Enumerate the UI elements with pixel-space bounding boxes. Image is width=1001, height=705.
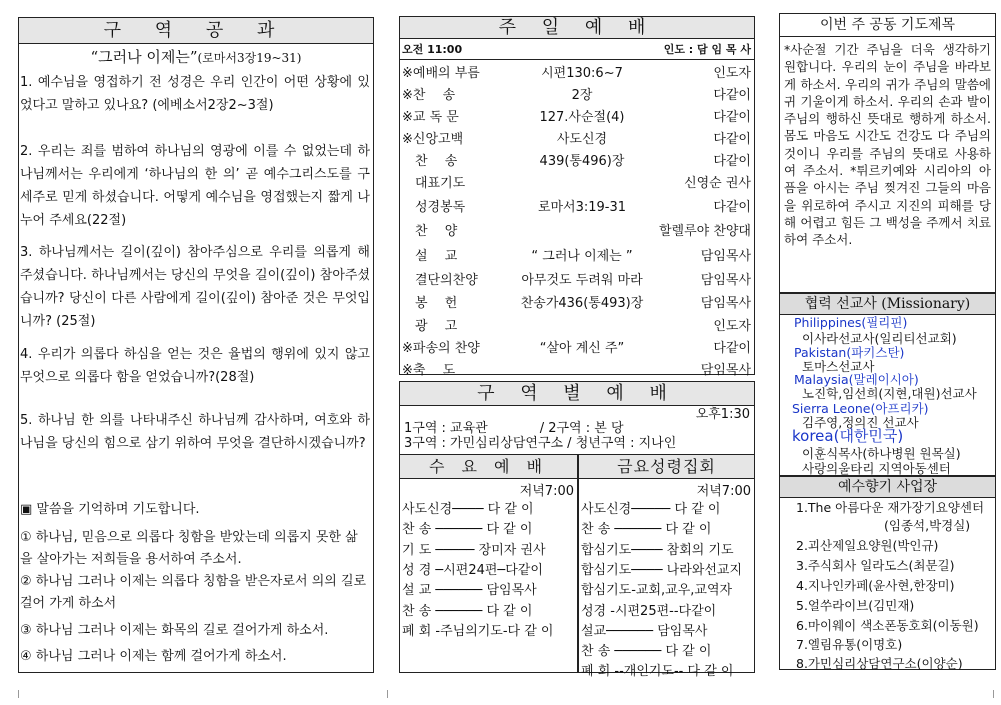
worship-content: 로마서3:19-31	[537, 200, 627, 215]
worship-content: 찬송가436(통493)장	[520, 296, 644, 311]
prayer-heading: ▣ 말씀을 기억하며 기도합니다.	[20, 502, 200, 517]
question-1: 1. 예수님을 영접하기 전 성경은 우리 인간이 어떤 상황에 있었다고 말하고 있나요? (에베소서2장2~3절)	[20, 75, 370, 113]
question-4: 4. 우리가 의롭다 하심을 얻는 것은 율법의 행위에 있지 않고 무엇으로 의롭다 함을 얻었습니까?(28절)	[20, 347, 370, 385]
worship-item: 찬 송	[402, 154, 458, 169]
missionary-title: 협력 선교사 (Missionary)	[780, 294, 995, 315]
worship-order-row	[400, 246, 754, 267]
wednesday-order-row: 폐 회 -주님의기도-다 같 이	[402, 623, 554, 639]
wednesday-order-row: 찬 송 ────── 다 같 이	[402, 603, 533, 619]
friday-order-row: 합심기도──── 참회의 기도	[581, 542, 734, 558]
worship-order-row	[400, 270, 754, 291]
crop-mark	[387, 690, 388, 698]
worship-content: 아무것도 두려워 마라	[521, 273, 643, 288]
wednesday-worship-panel	[399, 454, 578, 673]
friday-worship-panel	[578, 454, 755, 680]
missionary-name: 토마스선교사	[802, 359, 875, 374]
friday-order-row: 설교────── 담임목사	[581, 623, 708, 639]
missionary-country: Pakistan(파키스탄)	[794, 345, 905, 360]
worship-person: 다같이	[713, 341, 751, 356]
business-item: 1.The 아름다운 재가장기요양센터	[796, 500, 985, 515]
missionary-name: 이훈식목사(하나병원 원목실)	[802, 446, 961, 461]
business-title: 예수향기 사업장	[780, 477, 995, 498]
worship-item: 대표기도	[402, 176, 466, 191]
missionary-country: korea(대한민국)	[792, 427, 904, 445]
wednesday-order-row: 찬 송 ────── 다 같 이	[402, 522, 533, 538]
question-5: 5. 하나님 한 의를 나타내주신 하나님께 감사하며, 여호와 하나님을 당신의 힘으로 삼기 위하여 무엇을 결단하시겠습니까?	[20, 413, 370, 451]
crop-mark	[993, 690, 994, 698]
district-time: 오후1:30	[695, 407, 750, 422]
worship-content: 127.사순절(4)	[539, 110, 625, 125]
worship-item: 결단의찬양	[402, 273, 478, 288]
friday-order-row: 성경 -시편25편--다같이	[581, 603, 717, 619]
worship-item: 설 교	[402, 249, 458, 264]
business-item: 3.주식회사 일라도스(최문길)	[796, 558, 955, 573]
friday-time: 저녁7:00	[696, 484, 751, 499]
district-worship-title: 구 역 별 예 배	[400, 382, 754, 406]
missionary-name: 노진학,임선희(지현,대원)선교사	[802, 386, 977, 401]
worship-order-row	[400, 85, 754, 106]
worship-item: ※찬 송	[402, 88, 456, 103]
worship-person: 신영순 권사	[684, 176, 751, 191]
worship-item: ※교 독 문	[402, 110, 459, 125]
worship-item: 성경봉독	[402, 200, 466, 215]
worship-person: 다같이	[713, 154, 751, 169]
worship-person: 다같이	[713, 110, 751, 125]
friday-order-row: 사도신경───── 다 같 이	[581, 502, 721, 517]
worship-person: 인도자	[713, 66, 751, 81]
missionary-panel	[779, 293, 996, 476]
prayer-topics-panel	[779, 13, 996, 293]
bible-study-subtitle: “그러나 이제는”(로마서3장19~31)	[90, 48, 302, 66]
business-item: 8.가민심리상담연구소(이양순)	[796, 656, 963, 671]
worship-leader: 인도 : 담 임 목 사	[663, 43, 751, 56]
missionary-country: Philippines(필리핀)	[794, 315, 908, 330]
worship-item: ※예배의 부름	[402, 66, 480, 81]
worship-content: 사도신경	[556, 132, 608, 147]
worship-content: “ 그러나 이제는 ”	[531, 249, 633, 264]
prayer-3: ③ 하나님 그러나 이제는 화목의 길로 걸어가게 하소서.	[20, 623, 329, 638]
prayer-topics-title: 이번 주 공동 기도제목	[780, 14, 995, 37]
wednesday-order-row: 기 도 ───── 장미자 권사	[402, 542, 546, 558]
crop-mark	[18, 690, 19, 698]
question-3: 3. 하나님께서는 길이(깊이) 참아주심으로 우리를 의롭게 해 주셨습니다. 하나님께서는 당신의 무엇을 길이(깊이) 참아주셨습니까? 당신이 다른 사람에게 길이(깊이) 참아준 것은 무엇입니까? (25절)	[20, 245, 370, 329]
worship-order-row	[400, 151, 754, 172]
worship-item: ※신앙고백	[402, 132, 464, 147]
worship-person: 다같이	[713, 132, 751, 147]
wednesday-worship-title: 수 요 예 배	[400, 455, 577, 479]
worship-item: 봉 헌	[402, 296, 458, 311]
question-2: 2. 우리는 죄를 범하여 하나님의 영광에 이를 수 없었는데 하나님께서는 우리에게 ‘하나님의 한 의’ 곧 예수그리스도를 구세주로 믿게 하셨습니다. 어떻게 예수님을 영접했는지 짧게 나누어 주세요(22절)	[20, 144, 370, 228]
worship-time-bar	[400, 41, 754, 60]
worship-item: 광 고	[402, 319, 458, 334]
bible-study-title: 구 역 공 과	[19, 18, 373, 44]
business-panel	[779, 476, 996, 670]
missionary-name: 김주영,정의진 선교사	[802, 415, 919, 430]
missionary-name: 이사라선교사(일리티선교회)	[802, 331, 957, 346]
worship-order-row	[400, 360, 754, 381]
wednesday-order-row: 설 교 ────── 담임목사	[402, 583, 537, 599]
worship-order-row	[400, 173, 754, 194]
prayer-topics-text: *사순절 기간 주님을 더욱 생각하기 원합니다. 우리의 눈이 주님을 바라보게 하소서. 우리의 귀가 주님의 말씀에 귀 기울이게 하소서. 우리의 손과 발이 주님의 행하신 뜻대로 행하게 하소서. 몸도 마음도 시간도 건강도 다 주님의 것이니 우리를 주님의 뜻대로 사용하여 주소서. *튀르키예와 시리아의 아픔을 아시는 주님 찢겨진 그들의 마음을 위로하여 주시고 지진의 피해를 당해 어렵고 힘든 그 백성을 주께서 치료하여 주소서.	[784, 42, 991, 248]
worship-item: ※축 도	[402, 363, 456, 378]
district-line-2: 3구역 : 가민심리상담연구소 / 청년구역 : 지나인	[404, 436, 677, 451]
business-item: 7.엘림유통(이명호)	[796, 637, 903, 652]
worship-person: 담임목사	[700, 296, 751, 311]
friday-worship-title: 금요성령집회	[579, 455, 754, 479]
business-item: 6.마이웨이 색소폰동호회(이동원)	[796, 618, 979, 633]
friday-order-row: 합심기도-교회,교우,교역자	[581, 583, 733, 599]
sunday-worship-title: 주 일 예 배	[400, 17, 754, 39]
missionary-country: Sierra Leone(아프리카)	[792, 401, 929, 416]
missionary-name: 사랑의울타리 지역아동센터	[802, 461, 951, 476]
friday-order-row: 찬 송 ────── 다 같 이	[581, 522, 712, 538]
worship-time: 오전 11:00	[402, 43, 463, 56]
worship-person: 담임목사	[700, 273, 751, 288]
worship-order-row	[400, 316, 754, 337]
district-worship-panel	[399, 381, 755, 455]
business-item: 5.얼쑤라이브(김민재)	[796, 598, 915, 613]
worship-person: 담임목사	[700, 363, 751, 378]
missionary-country: Malaysia(말레이시아)	[794, 372, 919, 387]
worship-order-row	[400, 63, 754, 84]
bible-study-panel	[18, 17, 374, 673]
worship-order-row	[400, 129, 754, 150]
worship-person: 인도자	[713, 319, 751, 334]
friday-order-row: 폐 회 --개인기도-- 다 같 이	[581, 664, 734, 680]
worship-order-row	[400, 338, 754, 359]
business-item: 2.괴산제일요양원(박인규)	[796, 538, 939, 553]
worship-person: 할렐루야 찬양대	[658, 224, 751, 239]
worship-person: 다같이	[713, 88, 751, 103]
worship-person: 다같이	[713, 200, 751, 215]
worship-item: ※파송의 찬양	[402, 341, 480, 356]
prayer-1: ① 하나님, 믿음으로 의롭다 칭함을 받았는데 의롭지 못한 삶을 살아가는 저희들을 용서하여 주소서.	[20, 530, 358, 567]
wednesday-order-row: 성 경 ─시편24편─다같이	[402, 562, 543, 578]
worship-person: 담임목사	[700, 249, 751, 264]
worship-order-row	[400, 221, 754, 242]
worship-order-row	[400, 293, 754, 314]
worship-order-row	[400, 197, 754, 218]
worship-order-row	[400, 107, 754, 128]
wednesday-order-row: 사도신경──── 다 같 이	[402, 502, 534, 517]
prayer-2: ② 하나님 그러나 이제는 의롭다 칭함을 받은자로서 의의 길로 걸어 가게 하소서	[20, 574, 367, 611]
bible-study-reference: (로마서3장19~31)	[197, 51, 302, 65]
worship-content: “살아 계신 주”	[539, 341, 625, 356]
friday-order-row: 합심기도──── 나라와선교지	[581, 562, 743, 578]
worship-content: 439(통496)장	[539, 154, 625, 169]
district-line-1: 1구역 : 교육관 / 2구역 : 본 당	[404, 421, 624, 436]
business-item: 4.지나인카페(윤사현,한장미)	[796, 578, 955, 593]
worship-content: 시편130:6~7	[541, 66, 623, 81]
worship-item: 찬 양	[402, 224, 458, 239]
sunday-worship-panel	[399, 16, 755, 378]
business-item: (임종석,박경실)	[884, 518, 971, 533]
friday-order-row: 찬 송 ────── 다 같 이	[581, 644, 712, 660]
worship-content: 2장	[571, 88, 593, 103]
wednesday-time: 저녁7:00	[519, 484, 574, 499]
prayer-4: ④ 하나님 그러나 이제는 함께 걸어가게 하소서.	[20, 649, 287, 664]
